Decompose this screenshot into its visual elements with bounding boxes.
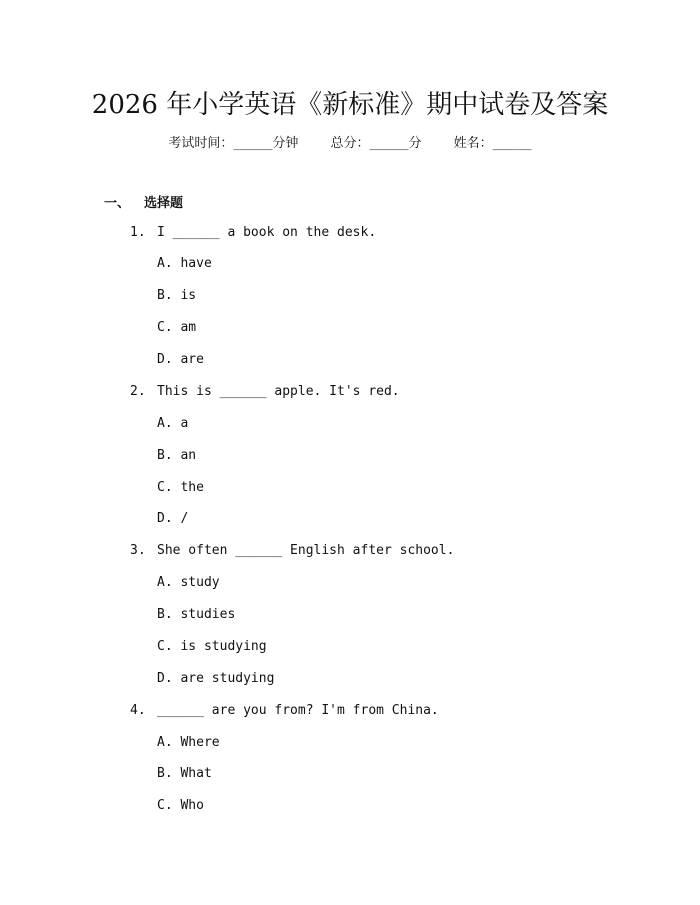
total-score: 总分：______分: [330, 136, 422, 151]
option: D. /: [157, 511, 189, 526]
section-number: 一、: [104, 196, 131, 211]
option: C. the: [157, 480, 204, 495]
option: C. is studying: [157, 639, 267, 654]
exam-time: 考试时间：______分钟: [168, 136, 299, 151]
option: B. an: [157, 448, 197, 463]
question-number: 4.: [130, 703, 146, 718]
question: [130, 225, 376, 240]
option: A. have: [157, 256, 212, 271]
option: A. study: [157, 575, 220, 590]
question-number: 3.: [130, 543, 146, 558]
option: C. am: [157, 320, 197, 335]
question-text: This is ______ apple. It's red.: [157, 384, 400, 399]
option: D. are studying: [157, 671, 275, 686]
question-text: ______ are you from? I'm from China.: [157, 703, 439, 718]
option: D. are: [157, 352, 204, 367]
option: B. What: [157, 766, 212, 781]
option: B. is: [157, 288, 197, 303]
question-number: 1.: [130, 225, 146, 240]
section-title: 选择题: [144, 196, 184, 211]
student-name: 姓名：______: [453, 136, 532, 151]
question: [130, 384, 400, 399]
section-heading: [104, 192, 183, 211]
option: C. Who: [157, 798, 204, 813]
question: [130, 703, 439, 718]
question: [130, 543, 454, 558]
question-number: 2.: [130, 384, 146, 399]
option: B. studies: [157, 607, 236, 622]
exam-meta: [0, 132, 700, 151]
question-text: She often ______ English after school.: [157, 543, 455, 558]
option: A. Where: [157, 735, 220, 750]
page-title: 2026 年小学英语《新标准》期中试卷及答案: [91, 90, 609, 120]
question-text: I ______ a book on the desk.: [157, 225, 377, 240]
option: A. a: [157, 416, 189, 431]
